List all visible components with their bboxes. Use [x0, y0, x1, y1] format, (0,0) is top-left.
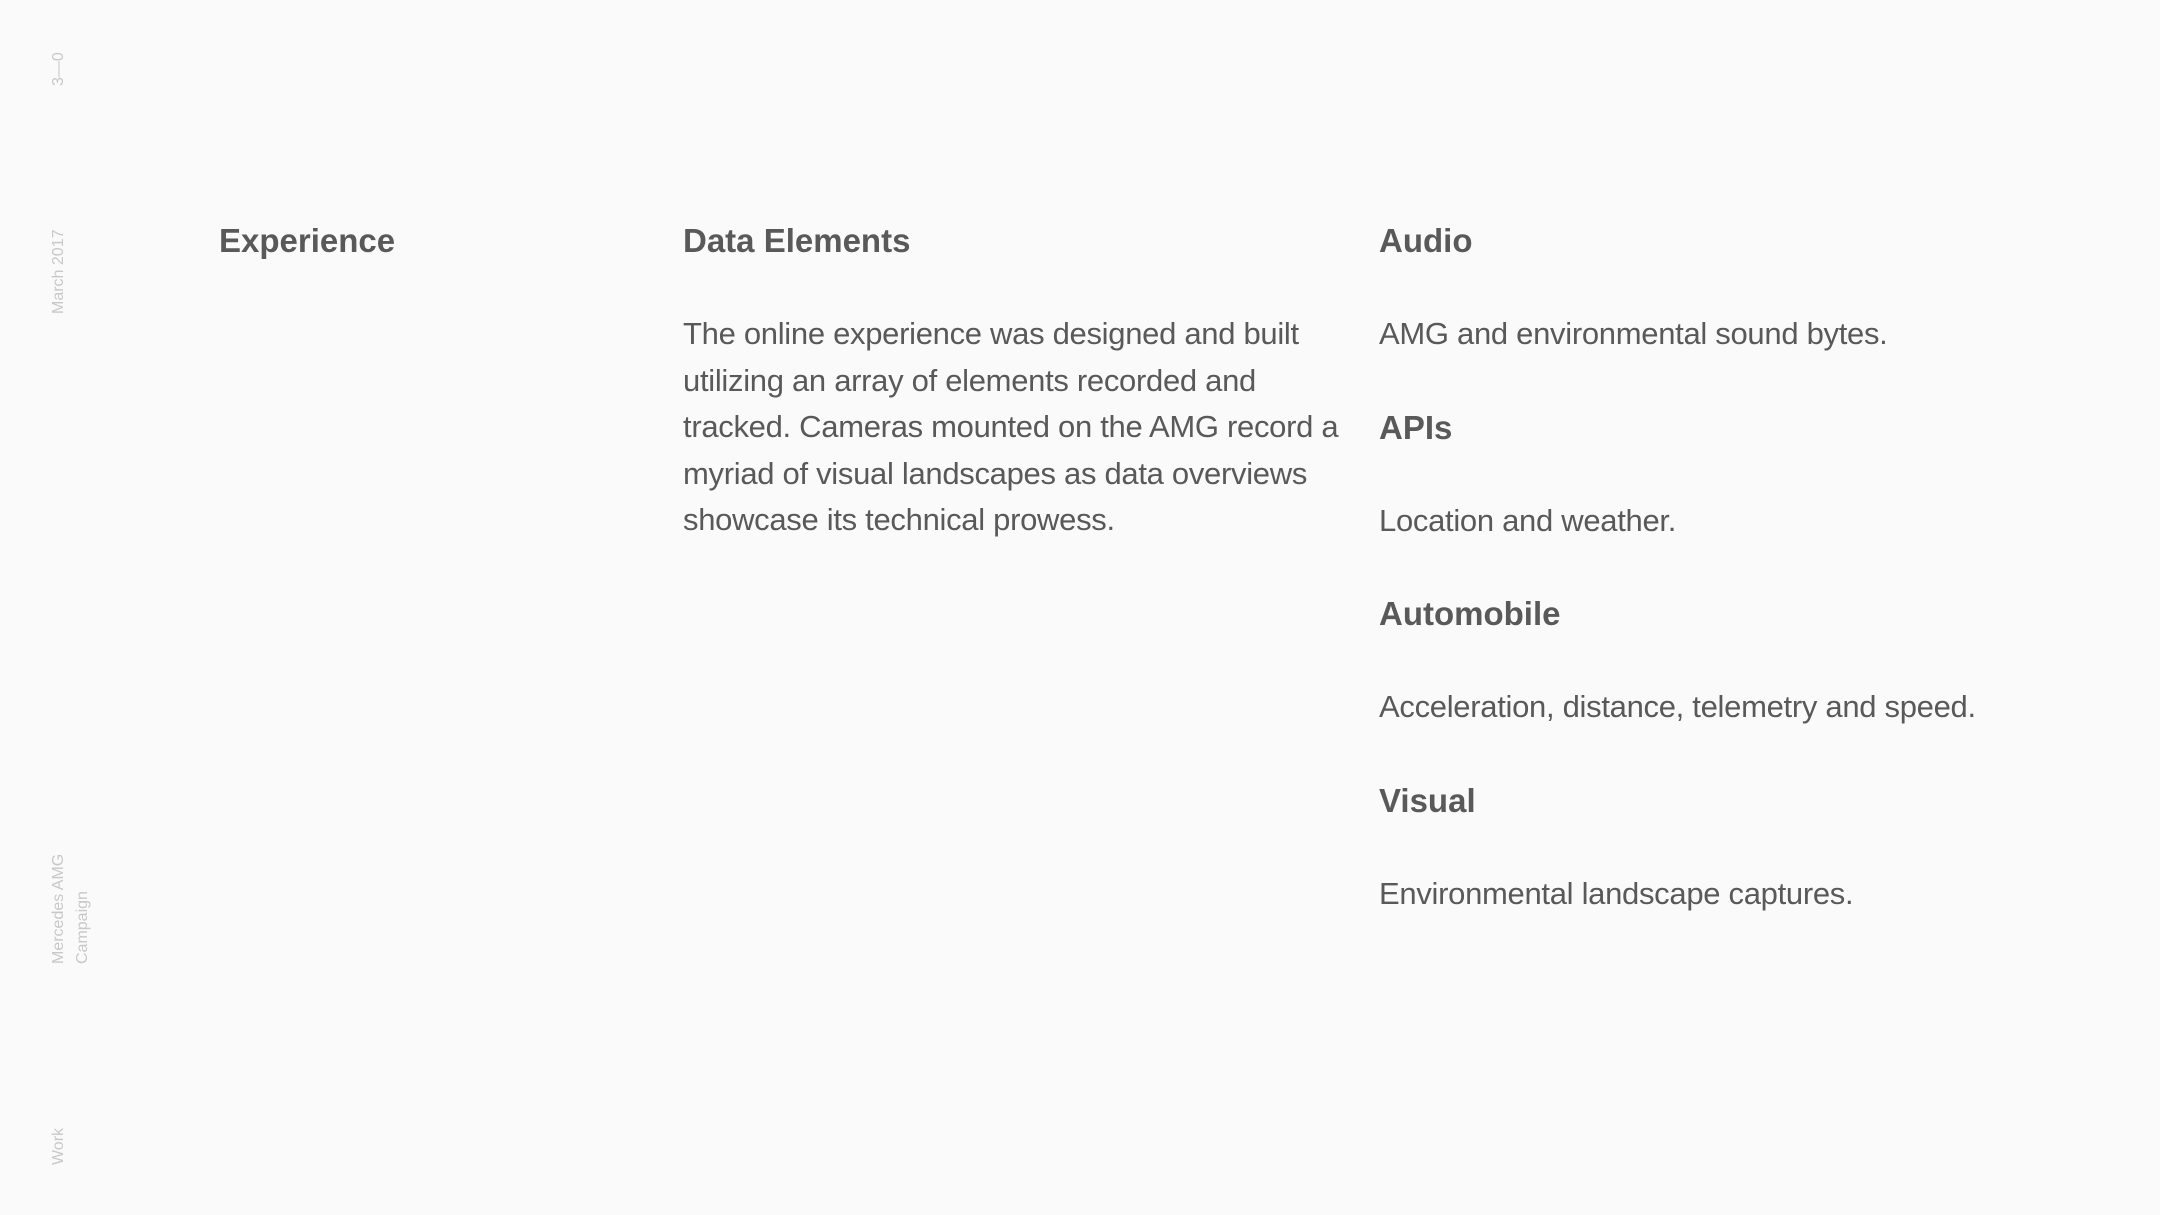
data-elements-heading: Data Elements — [683, 222, 911, 259]
list-item-audio — [1379, 218, 2139, 358]
item-description: Environmental landscape captures. — [1379, 875, 1854, 911]
item-description: AMG and environmental sound bytes. — [1379, 316, 1888, 351]
project-label-line2: Campaign — [74, 891, 91, 964]
experience-heading: Experience — [219, 222, 396, 259]
date-label: March 2017 — [50, 229, 67, 314]
data-elements-column — [683, 218, 1363, 544]
list-item-apis — [1379, 405, 2139, 545]
list-item-automobile — [1379, 591, 2139, 731]
item-heading: APIs — [1379, 408, 1453, 446]
page-number: 3—0 — [50, 52, 67, 86]
item-heading: Visual — [1379, 781, 1476, 819]
item-description: Acceleration, distance, telemetry and speed. — [1379, 689, 1976, 724]
section-label: Work — [50, 1127, 67, 1165]
list-item-visual — [1379, 778, 2139, 918]
experience-column — [219, 218, 659, 264]
project-label — [47, 854, 95, 964]
project-label-line1: Mercedes AMG — [50, 853, 67, 964]
item-heading: Automobile — [1379, 595, 1561, 632]
elements-list — [1379, 218, 2139, 917]
data-elements-description: The online experience was designed and built utilizing an array of elements recorded and tracked. Cameras mounted on the AMG record a myriad of visual landscapes as data overviews showcase its technical prowess. — [683, 316, 1339, 537]
item-description: Location and weather. — [1379, 502, 1677, 538]
item-heading: Audio — [1379, 222, 1473, 259]
